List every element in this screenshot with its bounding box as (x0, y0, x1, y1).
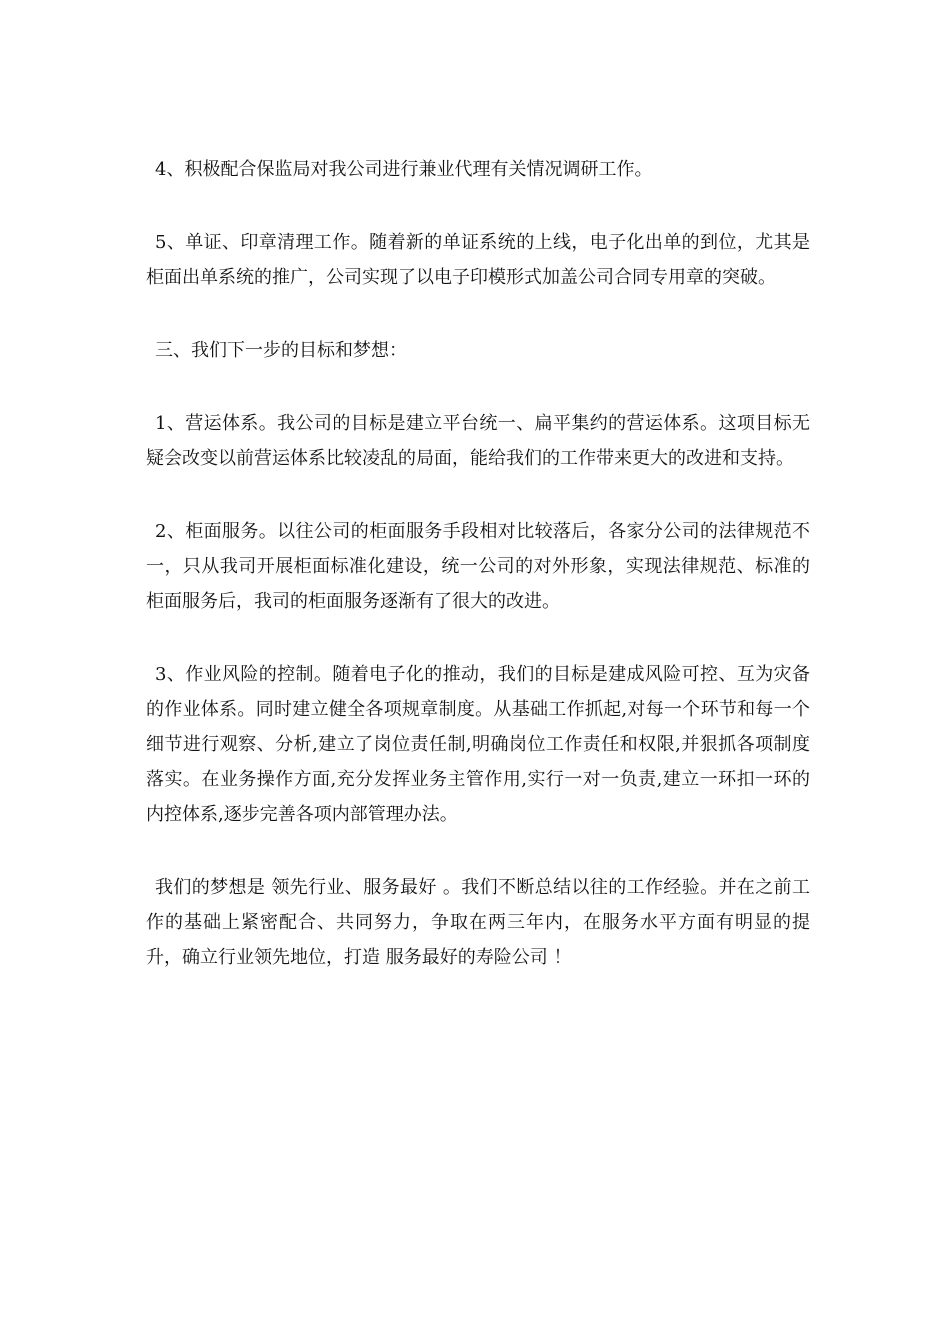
paragraph-goal-1: 1、营运体系。我公司的目标是建立平台统一、扁平集约的营运体系。这项目标无疑会改变以前营运体系比较凌乱的局面，能给我们的工作带来更大的改进和支持。 (146, 413, 810, 469)
document-body (146, 152, 810, 1011)
paragraph-goal-3: 3、作业风险的控制。随着电子化的推动，我们的目标是建成风险可控、互为灾备的作业体系。同时建立健全各项规章制度。从基础工作抓起,对每一个环节和每一个细节进行观察、分析,建立了岗位责任制,明确岗位工作责任和权限,并狠抓各项制度落实。在业务操作方面,充分发挥业务主管作用,实行一对一负责,建立一环扣一环的内控体系,逐步完善各项内部管理办法。 (146, 664, 810, 825)
paragraph-item-5: 5、单证、印章清理工作。随着新的单证系统的上线，电子化出单的到位，尤其是柜面出单系统的推广，公司实现了以电子印模形式加盖公司合同专用章的突破。 (146, 232, 810, 288)
section-heading-three: 三、我们下一步的目标和梦想： (155, 340, 407, 361)
paragraph-item-4: 4、积极配合保监局对我公司进行兼业代理有关情况调研工作。 (155, 159, 653, 180)
paragraph-dream: 我们的梦想是 领先行业、服务最好 。我们不断总结以往的工作经验。并在之前工作的基础上紧密配合、共同努力，争取在两三年内，在服务水平方面有明显的提升，确立行业领先地位，打造 服务最好的寿险公司 ！ (146, 877, 810, 968)
paragraph-goal-2: 2、柜面服务。以往公司的柜面服务手段相对比较落后，各家分公司的法律规范不一，只从我司开展柜面标准化建设，统一公司的对外形象，实现法律规范、标准的柜面服务后，我司的柜面服务逐渐有了很大的改进。 (146, 521, 810, 612)
